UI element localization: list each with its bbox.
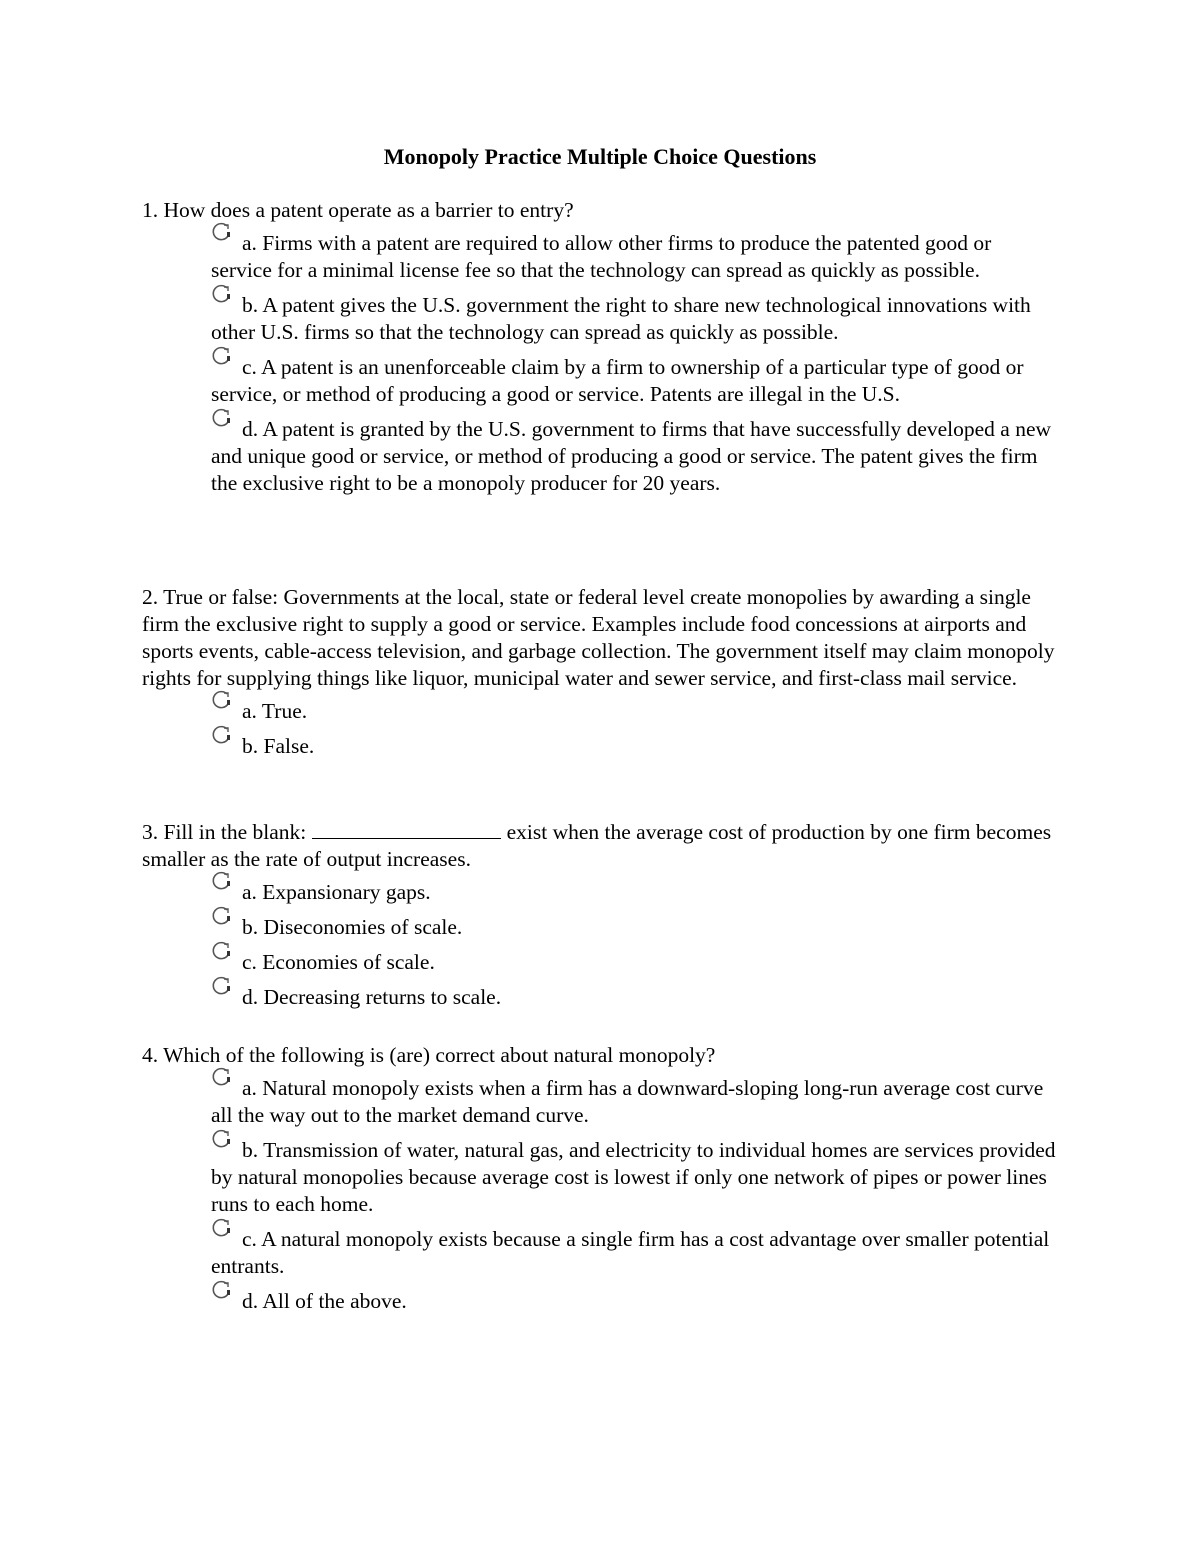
option-label: d. A patent is granted by the U.S. government to firms that have successfully developed a new and unique good or service, or method of producing a good or service. The patent gives the firm the exclusive right to be a monopoly producer for 20 years. (211, 417, 1052, 495)
option-label: b. Transmission of water, natural gas, and electricity to individual homes are services provided by natural monopolies because average cost is lowest if only one network of pipes or power lines runs to each home. (211, 1138, 1056, 1216)
radio-button-icon[interactable] (211, 222, 233, 244)
option-label: d. All of the above. (242, 1289, 407, 1313)
option-label: a. Natural monopoly exists when a firm has a downward-sloping long-run average cost curve all the way out to the market demand curve. (211, 1076, 1044, 1127)
option-4a[interactable] (211, 1075, 1056, 1129)
option-label: a. Firms with a patent are required to allow other firms to produce the patented good or service for a minimal license fee so that the technology can spread as quickly as possible. (211, 231, 992, 282)
radio-button-icon[interactable] (211, 1067, 233, 1089)
option-1d[interactable] (211, 416, 1056, 497)
question-text: 1. How does a patent operate as a barrier to entry? (142, 198, 574, 222)
radio-button-icon[interactable] (211, 725, 233, 747)
question-text (142, 818, 1062, 873)
option-4d[interactable] (211, 1288, 1056, 1315)
option-4b[interactable] (211, 1137, 1056, 1218)
fill-in-blank (312, 818, 501, 839)
option-3b[interactable] (211, 914, 1056, 941)
option-label: a. Expansionary gaps. (242, 880, 431, 904)
option-label: a. True. (242, 699, 308, 723)
option-1b[interactable] (211, 292, 1056, 346)
radio-button-icon[interactable] (211, 1218, 233, 1240)
option-2b[interactable] (211, 733, 1056, 760)
radio-button-icon[interactable] (211, 346, 233, 368)
option-3a[interactable] (211, 879, 1056, 906)
question-text: 4. Which of the following is (are) correct about natural monopoly? (142, 1043, 716, 1067)
option-label: c. A natural monopoly exists because a single firm has a cost advantage over smaller potential entrants. (211, 1227, 1050, 1278)
radio-button-icon[interactable] (211, 976, 233, 998)
radio-button-icon[interactable] (211, 871, 233, 893)
option-label: b. A patent gives the U.S. government the right to share new technological innovations with other U.S. firms so that the technology can spread as quickly as possible. (211, 293, 1031, 344)
question-4 (142, 1042, 1062, 1315)
radio-button-icon[interactable] (211, 690, 233, 712)
question-text-start: 3. Fill in the blank: (142, 820, 307, 844)
question-text: 2. True or false: Governments at the local, state or federal level create monopolies by awarding a single firm the exclusive right to supply a good or service. Examples include food concessions at airports and sports events, cable-access television, and garbage collection. The government itself may claim monopoly rights for supplying things like liquor, municipal water and sewer service, and first-class mail service. (142, 585, 1055, 690)
question-1 (142, 197, 1062, 497)
option-1c[interactable] (211, 354, 1056, 408)
option-3c[interactable] (211, 949, 1056, 976)
option-label: d. Decreasing returns to scale. (242, 985, 502, 1009)
radio-button-icon[interactable] (211, 941, 233, 963)
radio-button-icon[interactable] (211, 408, 233, 430)
question-2 (142, 584, 1062, 760)
option-label: c. Economies of scale. (242, 950, 435, 974)
option-label: b. Diseconomies of scale. (242, 915, 463, 939)
option-4c[interactable] (211, 1226, 1056, 1280)
question-text-end: exist when the average cost of production by one firm becomes smaller as the rate of output increases. (142, 820, 1052, 871)
radio-button-icon[interactable] (211, 284, 233, 306)
radio-button-icon[interactable] (211, 906, 233, 928)
page-title: Monopoly Practice Multiple Choice Questions (383, 144, 817, 169)
question-3 (142, 818, 1062, 1011)
option-label: b. False. (242, 734, 315, 758)
radio-button-icon[interactable] (211, 1129, 233, 1151)
option-1a[interactable] (211, 230, 1056, 284)
option-label: c. A patent is an unenforceable claim by a firm to ownership of a particular type of good or service, or method of producing a good or service. Patents are illegal in the U.S. (211, 355, 1024, 406)
radio-button-icon[interactable] (211, 1280, 233, 1302)
option-3d[interactable] (211, 984, 1056, 1011)
option-2a[interactable] (211, 698, 1056, 725)
